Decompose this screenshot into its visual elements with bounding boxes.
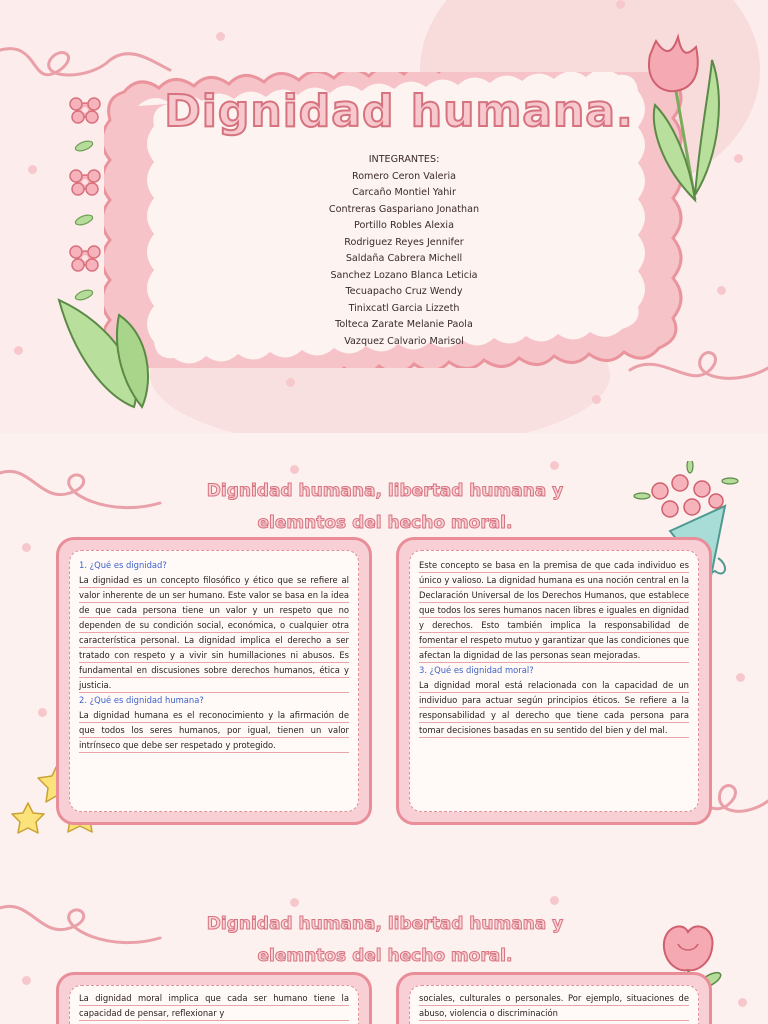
dot xyxy=(616,0,625,9)
content-card-right xyxy=(396,972,712,1024)
member-name: Rodriguez Reyes Jennifer xyxy=(344,236,464,248)
member-name: Sanchez Lozano Blanca Leticia xyxy=(330,269,478,281)
question-heading: 1. ¿Qué es dignidad? xyxy=(79,560,167,570)
member-name: Vazquez Calvario Marisol xyxy=(344,335,464,347)
member-name: Portillo Robles Alexia xyxy=(354,220,454,231)
card-text xyxy=(79,991,349,1021)
answer-paragraph: La dignidad es un concepto filosófico y ético que se refiere al valor inherente de un ser humano. Este valor se basa en la idea de que cada persona tiene un valor y un respeto que no dependen de su condición social, económica, o cualquier otra característica personal. La dignidad implica el derecho a ser tratado con respeto y a vivir sin humillaciones ni abusos. Es fundamental en discusiones sobre derechos humanos, ética y justicia. xyxy=(79,573,349,693)
section-title-line: elemntos del hecho moral. xyxy=(257,946,513,966)
dot xyxy=(290,898,299,907)
answer-paragraph: La dignidad humana es el reconocimiento y la afirmación de que todos los seres humanos, por igual, tienen un valor intrínseco que debe ser respetado y protegido. xyxy=(79,708,349,753)
member-name: Carcaño Montiel Yahir xyxy=(352,187,456,198)
dot xyxy=(736,673,745,682)
tulip-icon xyxy=(620,25,730,205)
dot xyxy=(738,998,747,1007)
section-title-line: Dignidad humana, libertad humana y xyxy=(206,914,564,934)
content-card-left xyxy=(56,972,372,1024)
member-name: Romero Ceron Valeria xyxy=(351,170,457,182)
content-card-left xyxy=(56,537,372,825)
dot xyxy=(22,976,31,985)
members-heading: INTEGRANTES: xyxy=(368,154,440,165)
dot xyxy=(216,32,225,41)
section-title-line: Dignidad humana, libertad humana y xyxy=(206,481,564,501)
card-text xyxy=(419,991,689,1021)
question-heading: 2. ¿Qué es dignidad humana? xyxy=(79,695,204,705)
members-list xyxy=(254,152,554,350)
dot xyxy=(14,346,23,355)
title-card xyxy=(104,72,694,368)
dot xyxy=(28,165,37,174)
answer-paragraph: sociales, culturales o personales. Por ejemplo, situaciones de abuso, violencia o discriminación xyxy=(419,991,689,1021)
dot xyxy=(38,708,47,717)
leaves-icon xyxy=(54,295,164,415)
answer-paragraph: Este concepto se basa en la premisa de que cada individuo es único y valioso. La dignidad humana es una noción central en la Declaración Universal de los Derechos Humanos, que establece que todos los seres humanos nacen libres e iguales en dignidad y derechos. Esto también implica la responsabilidad de fomentar el respeto mutuo y garantizar que las condiciones que afectan la dignidad de las personas sean mejoradas. xyxy=(419,558,689,663)
section-title xyxy=(180,908,590,972)
member-name: Tolteca Zarate Melanie Paola xyxy=(335,319,473,330)
member-name: Tinixcatl Garcia Lizzeth xyxy=(348,302,460,314)
dot xyxy=(550,461,559,470)
dot xyxy=(592,395,601,404)
dot xyxy=(22,543,31,552)
title-slide xyxy=(0,0,768,433)
dot xyxy=(290,465,299,474)
dot xyxy=(550,896,559,905)
section-title-line: elemntos del hecho moral. xyxy=(257,513,513,533)
member-name: Saldaña Cabrera Michell xyxy=(345,253,463,264)
dot xyxy=(734,154,743,163)
content-slide-partial xyxy=(0,868,768,1024)
content-slide xyxy=(0,433,768,868)
member-name: Tecuapacho Cruz Wendy xyxy=(345,286,463,297)
answer-paragraph: La dignidad moral está relacionada con la capacidad de un individuo para actuar según principios éticos. Se refiere a la responsabilidad y al derecho que tiene cada persona para tomar decisiones basadas en su sentido del bien y del mal. xyxy=(419,678,689,738)
member-name: Contreras Gaspariano Jonathan xyxy=(328,203,480,215)
section-title xyxy=(180,475,590,539)
card-text xyxy=(419,558,689,738)
question-heading: 3. ¿Qué es dignidad moral? xyxy=(419,665,534,675)
dot xyxy=(286,378,295,387)
card-text xyxy=(79,558,349,753)
content-card-right xyxy=(396,537,712,825)
page-title: Dignidad humana. xyxy=(164,86,634,137)
dot xyxy=(717,286,726,295)
answer-paragraph: La dignidad moral implica que cada ser humano tiene la capacidad de pensar, reflexionar y xyxy=(79,991,349,1021)
